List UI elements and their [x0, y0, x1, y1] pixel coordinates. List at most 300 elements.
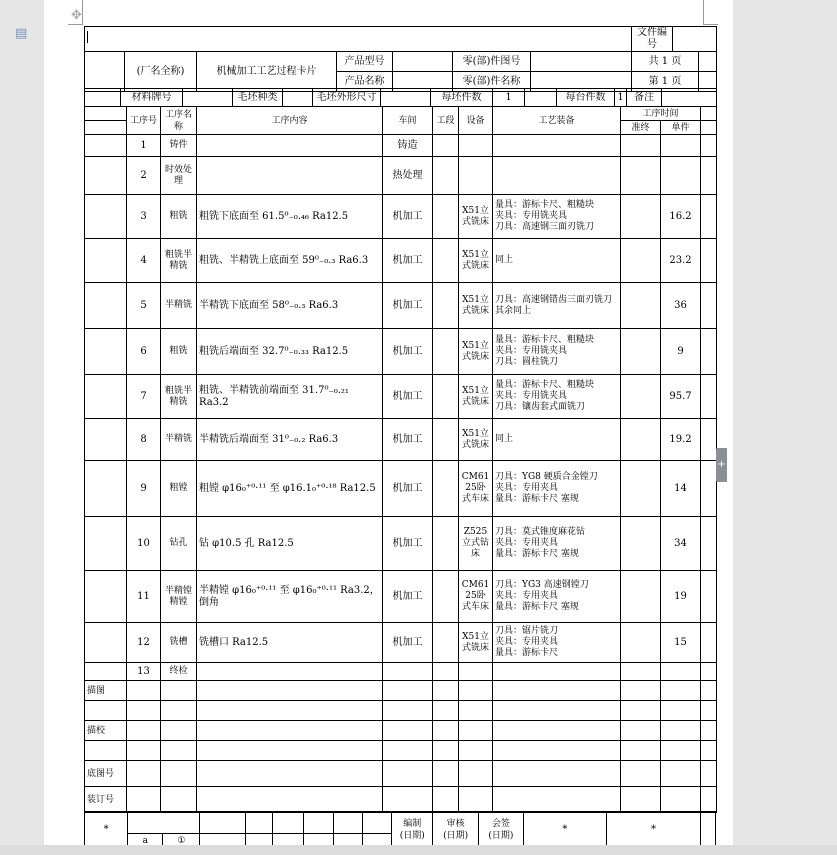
step-workshop: 机加工 — [383, 375, 433, 419]
step-workshop: 机加工 — [383, 571, 433, 623]
step-content: 钻 φ10.5 孔 Ra12.5 — [197, 517, 383, 571]
step-prep-time — [621, 157, 661, 195]
step-section — [433, 623, 459, 663]
step-section — [433, 157, 459, 195]
table-row — [85, 375, 717, 419]
step-prep-time — [621, 375, 661, 419]
step-section — [433, 663, 459, 681]
step-section — [433, 135, 459, 157]
signature-cell[interactable] — [383, 721, 433, 741]
document-page — [44, 0, 733, 845]
signature-row — [85, 721, 717, 741]
signature-cell[interactable] — [127, 741, 161, 761]
step-fixtures: 量具：游标卡尺、粗糙块 夹具：专用铣夹具 刀具：圆柱铣刀 — [493, 329, 621, 375]
row-blank — [85, 623, 127, 663]
row-blank-right — [701, 663, 717, 681]
blank-size-label: 毛坯外形尺寸 — [313, 89, 381, 107]
row-blank — [85, 419, 127, 461]
signature-cell[interactable] — [161, 681, 197, 701]
step-fixtures — [493, 135, 621, 157]
signature-row — [85, 681, 717, 701]
step-content: 半精镗 φ16₀⁺⁰·¹¹ 至 φ16₀⁺⁰·¹¹ Ra3.2，倒角 — [197, 571, 383, 623]
horizontal-scrollbar[interactable] — [0, 845, 837, 855]
pieces-per-blank-value[interactable]: 1 — [493, 89, 525, 107]
table-row — [85, 329, 717, 375]
signature-cell[interactable] — [493, 741, 621, 761]
footer-a: a — [128, 834, 163, 846]
footer-star-right: * — [606, 812, 701, 846]
hdr-blank — [85, 107, 127, 121]
step-name: 粗铣 — [161, 195, 197, 239]
blank-size-value[interactable] — [381, 89, 431, 107]
signature-cell[interactable] — [621, 681, 661, 701]
signature-cell[interactable] — [621, 701, 661, 721]
footer-cell-10 — [272, 834, 303, 846]
part-drawing-no-label: 零(部)件图号 — [453, 52, 531, 72]
document-icon[interactable]: ▤ — [15, 26, 28, 41]
step-no: 6 — [127, 329, 161, 375]
step-no: 9 — [127, 461, 161, 517]
step-content: 铣槽口 Ra12.5 — [197, 623, 383, 663]
footer-table — [84, 811, 716, 845]
hdr-blank-2 — [85, 121, 127, 135]
signature-cell[interactable] — [197, 787, 383, 813]
step-equipment: Z525立式钻床 — [459, 517, 493, 571]
step-unit-time: 23.2 — [661, 239, 701, 283]
step-unit-time: 16.2 — [661, 195, 701, 239]
left-label-check: 描校 — [85, 721, 127, 741]
material-grade-value[interactable] — [183, 89, 233, 107]
step-content: 粗铣、半精铣前端面至 31.7⁰₋₀.₂₁ Ra3.2 — [197, 375, 383, 419]
footer-cell-11 — [303, 834, 334, 846]
step-fixtures — [493, 157, 621, 195]
step-no: 7 — [127, 375, 161, 419]
row-blank — [85, 195, 127, 239]
step-unit-time: 14 — [661, 461, 701, 517]
table-row — [85, 419, 717, 461]
step-equipment: X51立式铣床 — [459, 419, 493, 461]
signature-cell[interactable] — [433, 741, 459, 761]
step-unit-time: 19 — [661, 571, 701, 623]
title-input-cell[interactable] — [85, 27, 632, 52]
step-fixtures: 量具：游标卡尺、粗糙块 夹具：专用铣夹具 刀具：高速钢三面刃铣刀 — [493, 195, 621, 239]
footer-cell-3 — [245, 812, 272, 834]
footer-review: 审核 (日期) — [433, 812, 478, 846]
step-name: 铸件 — [161, 135, 197, 157]
signature-cell[interactable] — [383, 761, 433, 787]
signature-cell[interactable] — [493, 761, 621, 787]
product-name-label: 产品名称 — [337, 72, 393, 92]
step-content: 半精铣后端面至 31⁰₋₀.₂ Ra6.3 — [197, 419, 383, 461]
step-no: 8 — [127, 419, 161, 461]
row-blank-right — [701, 623, 717, 663]
material-grade-label: 材料牌号 — [121, 89, 183, 107]
left-label-blank — [85, 741, 127, 761]
signature-cell[interactable] — [701, 761, 717, 787]
signature-cell[interactable] — [127, 721, 161, 741]
signature-cell[interactable] — [161, 761, 197, 787]
signature-cell[interactable] — [433, 701, 459, 721]
step-prep-time — [621, 195, 661, 239]
header-blank-right-1 — [699, 52, 717, 72]
table-row — [85, 157, 717, 195]
step-prep-time — [621, 329, 661, 375]
step-workshop: 铸造 — [383, 135, 433, 157]
pieces-per-blank-label: 每坯件数 — [431, 89, 493, 107]
row-blank — [85, 461, 127, 517]
move-handle-icon[interactable]: ✥ — [71, 8, 82, 23]
step-prep-time — [621, 517, 661, 571]
step-name: 半精镗精镗 — [161, 571, 197, 623]
footer-cell-1 — [128, 812, 200, 834]
left-label-binding-no: 装订号 — [85, 787, 127, 813]
row-blank-right — [701, 135, 717, 157]
step-workshop: 机加工 — [383, 283, 433, 329]
material-gap — [525, 89, 557, 107]
signature-cell[interactable] — [197, 761, 383, 787]
signature-cell[interactable] — [459, 787, 493, 813]
product-model-label: 产品型号 — [337, 52, 393, 72]
left-label-blank — [85, 701, 127, 721]
col-header-workshop: 车间 — [383, 107, 433, 135]
step-fixtures — [493, 663, 621, 681]
part-name-label: 零(部)件名称 — [453, 72, 531, 92]
step-fixtures: 刀具：高速钢错齿三面刃铣刀 其余同上 — [493, 283, 621, 329]
row-blank — [85, 239, 127, 283]
footer-cell-12 — [334, 834, 363, 846]
signature-cell[interactable] — [459, 721, 493, 741]
step-equipment: X51立式铣床 — [459, 623, 493, 663]
step-name: 终检 — [161, 663, 197, 681]
step-unit-time — [661, 135, 701, 157]
signature-row — [85, 741, 717, 761]
material-blank — [85, 89, 121, 107]
signature-cell[interactable] — [197, 741, 383, 761]
signature-cell[interactable] — [433, 761, 459, 787]
footer-cell-8 — [200, 834, 245, 846]
col-header-step-no: 工序号 — [127, 107, 161, 135]
col-header-prep: 准终 — [621, 121, 661, 135]
signature-cell[interactable] — [433, 681, 459, 701]
col-header-equipment: 设备 — [459, 107, 493, 135]
row-blank-right — [701, 195, 717, 239]
signature-cell[interactable] — [161, 721, 197, 741]
remark-value[interactable] — [662, 89, 717, 107]
step-section — [433, 195, 459, 239]
step-content — [197, 663, 383, 681]
step-workshop: 机加工 — [383, 329, 433, 375]
signature-cell[interactable] — [661, 741, 701, 761]
text-cursor — [87, 31, 88, 43]
signature-cell[interactable] — [661, 721, 701, 741]
step-unit-time: 19.2 — [661, 419, 701, 461]
step-prep-time — [621, 419, 661, 461]
signature-cell[interactable] — [701, 787, 717, 813]
step-section — [433, 375, 459, 419]
step-section — [433, 283, 459, 329]
step-prep-time — [621, 571, 661, 623]
col-header-content: 工序内容 — [197, 107, 383, 135]
table-row — [85, 135, 717, 157]
pieces-per-unit-label: 每台件数 — [557, 89, 615, 107]
step-prep-time — [621, 135, 661, 157]
row-blank-right — [701, 375, 717, 419]
step-fixtures: 同上 — [493, 419, 621, 461]
step-content — [197, 135, 383, 157]
signature-rows — [85, 681, 717, 813]
row-blank-right — [701, 239, 717, 283]
step-content: 粗铣下底面至 61.5⁰₋₀.₄₆ Ra12.5 — [197, 195, 383, 239]
col-header-unit: 单件 — [661, 121, 701, 135]
signature-cell[interactable] — [701, 701, 717, 721]
company-name: (厂名全称) — [125, 52, 197, 92]
signature-cell[interactable] — [621, 741, 661, 761]
step-unit-time: 15 — [661, 623, 701, 663]
hdr-blank-right-2 — [701, 121, 717, 135]
step-name: 铣槽 — [161, 623, 197, 663]
col-header-step-name: 工序名称 — [161, 107, 197, 135]
signature-cell[interactable] — [459, 761, 493, 787]
step-no: 2 — [127, 157, 161, 195]
row-blank — [85, 329, 127, 375]
step-prep-time — [621, 623, 661, 663]
col-header-section: 工段 — [433, 107, 459, 135]
row-blank — [85, 663, 127, 681]
step-section — [433, 517, 459, 571]
step-prep-time — [621, 461, 661, 517]
step-no: 11 — [127, 571, 161, 623]
signature-cell[interactable] — [127, 681, 161, 701]
step-equipment: X51立式铣床 — [459, 195, 493, 239]
signature-cell[interactable] — [701, 681, 717, 701]
signature-cell[interactable] — [701, 741, 717, 761]
step-name: 粗铣 — [161, 329, 197, 375]
process-table — [84, 106, 717, 813]
footer-cell-9 — [245, 834, 272, 846]
footer-star-mid: * — [524, 812, 606, 846]
step-name: 粗铣半精铣 — [161, 375, 197, 419]
signature-cell[interactable] — [433, 787, 459, 813]
signature-cell[interactable] — [161, 741, 197, 761]
step-prep-time — [621, 663, 661, 681]
step-equipment: CM6125卧式车床 — [459, 461, 493, 517]
footer-circle1: ① — [163, 834, 200, 846]
signature-cell[interactable] — [383, 787, 433, 813]
footer-cell-6 — [334, 812, 363, 834]
signature-row — [85, 761, 717, 787]
remark-label: 备注 — [627, 89, 662, 107]
step-section — [433, 419, 459, 461]
table-row — [85, 195, 717, 239]
signature-cell[interactable] — [621, 787, 661, 813]
col-header-fixtures: 工艺装备 — [493, 107, 621, 135]
signature-cell[interactable] — [161, 701, 197, 721]
footer-star-left: * — [85, 812, 128, 846]
signature-row — [85, 701, 717, 721]
footer-cell-7 — [363, 812, 392, 834]
row-blank-right — [701, 461, 717, 517]
step-no: 4 — [127, 239, 161, 283]
row-blank — [85, 135, 127, 157]
step-content — [197, 157, 383, 195]
row-blank — [85, 375, 127, 419]
row-blank — [85, 283, 127, 329]
step-fixtures: 刀具：锯片铣刀 夹具：专用夹具 量具：游标卡尺 — [493, 623, 621, 663]
step-equipment: X51立式铣床 — [459, 239, 493, 283]
row-blank-right — [701, 283, 717, 329]
file-no-value[interactable] — [673, 27, 717, 52]
step-fixtures: 刀具：YG3 高速钢镗刀 夹具：专用夹具 量具：游标卡尺 塞规 — [493, 571, 621, 623]
signature-cell[interactable] — [701, 721, 717, 741]
step-name: 钻孔 — [161, 517, 197, 571]
header-blank-left — [85, 52, 125, 92]
signature-cell[interactable] — [493, 721, 621, 741]
step-unit-time: 34 — [661, 517, 701, 571]
signature-cell[interactable] — [197, 701, 383, 721]
step-no: 10 — [127, 517, 161, 571]
step-fixtures: 同上 — [493, 239, 621, 283]
table-row — [85, 283, 717, 329]
step-content: 粗铣后端面至 32.7⁰₋₀.₃₃ Ra12.5 — [197, 329, 383, 375]
step-workshop: 机加工 — [383, 623, 433, 663]
step-no: 13 — [127, 663, 161, 681]
step-equipment: X51立式铣床 — [459, 329, 493, 375]
product-model-value[interactable] — [393, 52, 453, 72]
signature-cell[interactable] — [197, 681, 383, 701]
left-label-base-no: 底图号 — [85, 761, 127, 787]
step-no: 1 — [127, 135, 161, 157]
signature-cell[interactable] — [661, 761, 701, 787]
step-equipment: CM6125卧式车床 — [459, 571, 493, 623]
step-equipment — [459, 135, 493, 157]
row-blank-right — [701, 419, 717, 461]
step-no: 3 — [127, 195, 161, 239]
header-table — [84, 26, 717, 92]
step-equipment — [459, 157, 493, 195]
step-fixtures: 刀具：YG8 硬质合金镗刀 夹具：专用夹具 量具：游标卡尺 塞规 — [493, 461, 621, 517]
step-equipment: X51立式铣床 — [459, 283, 493, 329]
step-content: 粗镗 φ16₀⁺⁰·¹¹ 至 φ16.1₀⁺⁰·¹⁸ Ra12.5 — [197, 461, 383, 517]
signature-cell[interactable] — [161, 787, 197, 813]
step-workshop: 机加工 — [383, 195, 433, 239]
signature-cell[interactable] — [493, 787, 621, 813]
signature-cell[interactable] — [433, 721, 459, 741]
step-unit-time: 36 — [661, 283, 701, 329]
signature-cell[interactable] — [621, 721, 661, 741]
total-pages: 共 1 页 — [632, 52, 699, 72]
row-blank — [85, 571, 127, 623]
signature-cell[interactable] — [127, 701, 161, 721]
step-workshop: 机加工 — [383, 461, 433, 517]
signature-row — [85, 787, 717, 813]
table-row — [85, 571, 717, 623]
signature-cell[interactable] — [383, 741, 433, 761]
row-blank — [85, 157, 127, 195]
step-workshop: 热处理 — [383, 157, 433, 195]
page-number: 第 1 页 — [632, 72, 699, 92]
part-drawing-no-value[interactable] — [531, 52, 632, 72]
step-unit-time: 9 — [661, 329, 701, 375]
step-equipment — [459, 663, 493, 681]
step-workshop: 机加工 — [383, 239, 433, 283]
footer-cell-4 — [272, 812, 303, 834]
signature-cell[interactable] — [459, 681, 493, 701]
step-prep-time — [621, 283, 661, 329]
footer-blank-right — [701, 812, 716, 846]
row-blank-right — [701, 571, 717, 623]
step-workshop: 机加工 — [383, 517, 433, 571]
page-corner-mark-right — [703, 0, 718, 25]
row-blank — [85, 517, 127, 571]
step-section — [433, 461, 459, 517]
signature-cell[interactable] — [661, 701, 701, 721]
signature-cell[interactable] — [383, 681, 433, 701]
table-row — [85, 517, 717, 571]
signature-cell[interactable] — [493, 701, 621, 721]
step-unit-time — [661, 157, 701, 195]
step-content: 粗铣、半精铣上底面至 59⁰₋₀.₃ Ra6.3 — [197, 239, 383, 283]
step-workshop — [383, 663, 433, 681]
step-unit-time — [661, 663, 701, 681]
blank-type-value[interactable] — [283, 89, 313, 107]
step-name: 半精铣 — [161, 419, 197, 461]
step-equipment: X51立式铣床 — [459, 375, 493, 419]
signature-cell[interactable] — [197, 721, 383, 741]
signature-cell[interactable] — [661, 787, 701, 813]
row-blank-right — [701, 157, 717, 195]
signature-cell[interactable] — [661, 681, 701, 701]
footer-cell-13 — [363, 834, 392, 846]
footer-cell-5 — [303, 812, 334, 834]
step-workshop: 机加工 — [383, 419, 433, 461]
file-no-label: 文件编号 — [632, 27, 673, 52]
step-name: 半精铣 — [161, 283, 197, 329]
signature-cell[interactable] — [127, 761, 161, 787]
step-section — [433, 239, 459, 283]
row-blank-right — [701, 517, 717, 571]
signature-cell[interactable] — [493, 681, 621, 701]
step-name: 粗镗 — [161, 461, 197, 517]
card-title: 机械加工工艺过程卡片 — [197, 52, 337, 92]
signature-cell[interactable] — [459, 701, 493, 721]
step-name: 时效处理 — [161, 157, 197, 195]
material-table — [84, 88, 717, 107]
step-fixtures: 刀具：莫式锥度麻花钻 夹具：专用夹具 量具：游标卡尺 塞规 — [493, 517, 621, 571]
signature-cell[interactable] — [459, 741, 493, 761]
signature-cell[interactable] — [621, 761, 661, 787]
footer-sign: 会签 (日期) — [478, 812, 523, 846]
step-fixtures: 量具：游标卡尺、粗糙块 夹具：专用铣夹具 刀具：镶齿套式面铣刀 — [493, 375, 621, 419]
table-row — [85, 461, 717, 517]
side-expand-tab[interactable]: + — [716, 448, 727, 482]
process-rows — [85, 135, 717, 681]
signature-cell[interactable] — [127, 787, 161, 813]
blank-type-label: 毛坯种类 — [233, 89, 283, 107]
step-content: 半精铣下底面至 58⁰₋₀.₃ Ra6.3 — [197, 283, 383, 329]
left-label-trace: 描图 — [85, 681, 127, 701]
step-no: 12 — [127, 623, 161, 663]
step-unit-time: 95.7 — [661, 375, 701, 419]
signature-cell[interactable] — [383, 701, 433, 721]
row-blank-right — [701, 329, 717, 375]
col-header-time: 工序时间 — [621, 107, 701, 121]
pieces-per-unit-value[interactable]: 1 — [615, 89, 627, 107]
table-row — [85, 663, 717, 681]
step-prep-time — [621, 239, 661, 283]
step-section — [433, 329, 459, 375]
hdr-blank-right — [701, 107, 717, 121]
footer-compile: 编制 (日期) — [392, 812, 433, 846]
